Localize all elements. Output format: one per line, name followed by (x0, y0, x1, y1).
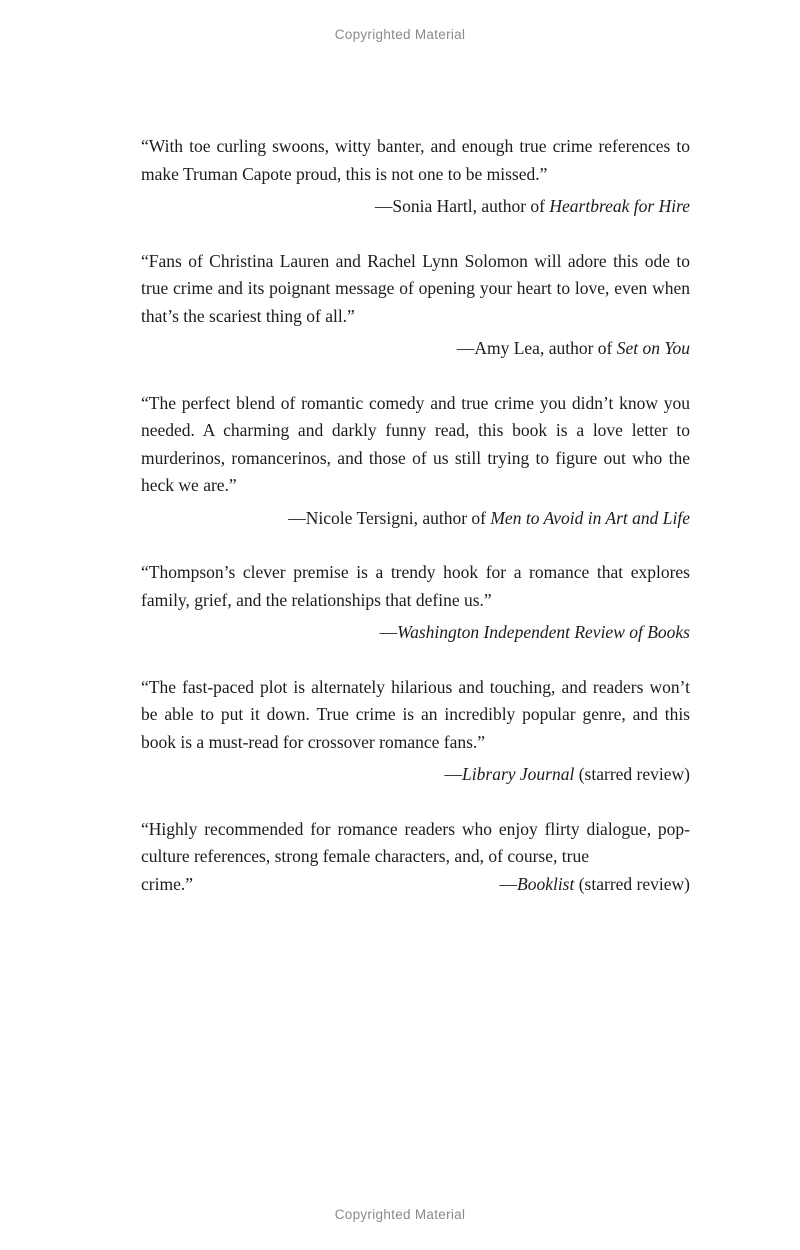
attribution-work-title: Set on You (616, 338, 690, 358)
quote-tail: crime.” (141, 873, 193, 894)
praise-quotes-column (141, 133, 690, 925)
attribution-suffix: (starred review) (574, 764, 690, 784)
attribution-name: —Sonia Hartl, author of (374, 196, 550, 216)
quote-block (141, 390, 690, 533)
quote-text: “The fast-paced plot is alternately hilarious and touching, and readers won’t be able to put it down. True crime is an incredibly popular genre, and this book is a must-read for crossover romance fans.” (141, 676, 690, 752)
quote-text: “Thompson’s clever premise is a trendy hook for a romance that explores family, grief, and the relationships that define us.” (141, 562, 690, 610)
attribution-line (141, 761, 690, 789)
quote-text: “With toe curling swoons, witty banter, and enough true crime references to make Truman Capote proud, this is not one to be missed.” (141, 136, 690, 184)
attribution-suffix: (starred review) (574, 873, 690, 894)
attribution (375, 193, 690, 221)
quote-block (141, 674, 690, 789)
attribution-dash: — (444, 764, 463, 784)
attribution (380, 619, 690, 647)
attribution-dash: — (379, 622, 398, 642)
attribution-name: —Nicole Tersigni, author of (288, 507, 491, 528)
attribution-work-title: Heartbreak for Hire (549, 196, 690, 216)
attribution-work-title: Men to Avoid in Art and Life (490, 507, 690, 528)
attribution (500, 871, 691, 899)
attribution (457, 335, 690, 363)
attribution-publication: Washington Independent Review of Books (397, 622, 690, 642)
quote-text: “Fans of Christina Lauren and Rachel Lynn Solomon will adore this ode to true crime and its poignant message of opening your heart to love, even when that’s the scariest thing of all.” (141, 250, 690, 326)
quote-block (141, 133, 690, 221)
attribution-publication: Library Journal (462, 764, 575, 784)
quote-text: “The perfect blend of romantic comedy and true crime you didn’t know you needed. A charming and darkly funny read, this book is a love letter to murderinos, romancerinos, and those of us still trying to figure out who the heck we are.” (141, 392, 690, 495)
attribution-name: —Amy Lea, author of (456, 338, 617, 358)
copyright-watermark-bottom: Copyrighted Material (334, 1207, 466, 1222)
attribution-line (141, 619, 690, 647)
attribution-dash: — (499, 873, 517, 894)
attribution (288, 505, 690, 533)
copyright-watermark-top: Copyrighted Material (334, 27, 466, 42)
quote-text: “Highly recommended for romance readers who enjoy flirty dialogue, pop-culture references, strong female characters, and, of course, true (141, 818, 690, 866)
attribution-line (141, 335, 690, 363)
quote-block (141, 816, 690, 899)
attribution-line (141, 193, 690, 221)
attribution-line (141, 871, 690, 899)
quote-block (141, 559, 690, 647)
attribution (445, 761, 690, 789)
attribution-line (141, 505, 690, 533)
quote-block (141, 248, 690, 363)
attribution-publication: Booklist (517, 873, 575, 894)
